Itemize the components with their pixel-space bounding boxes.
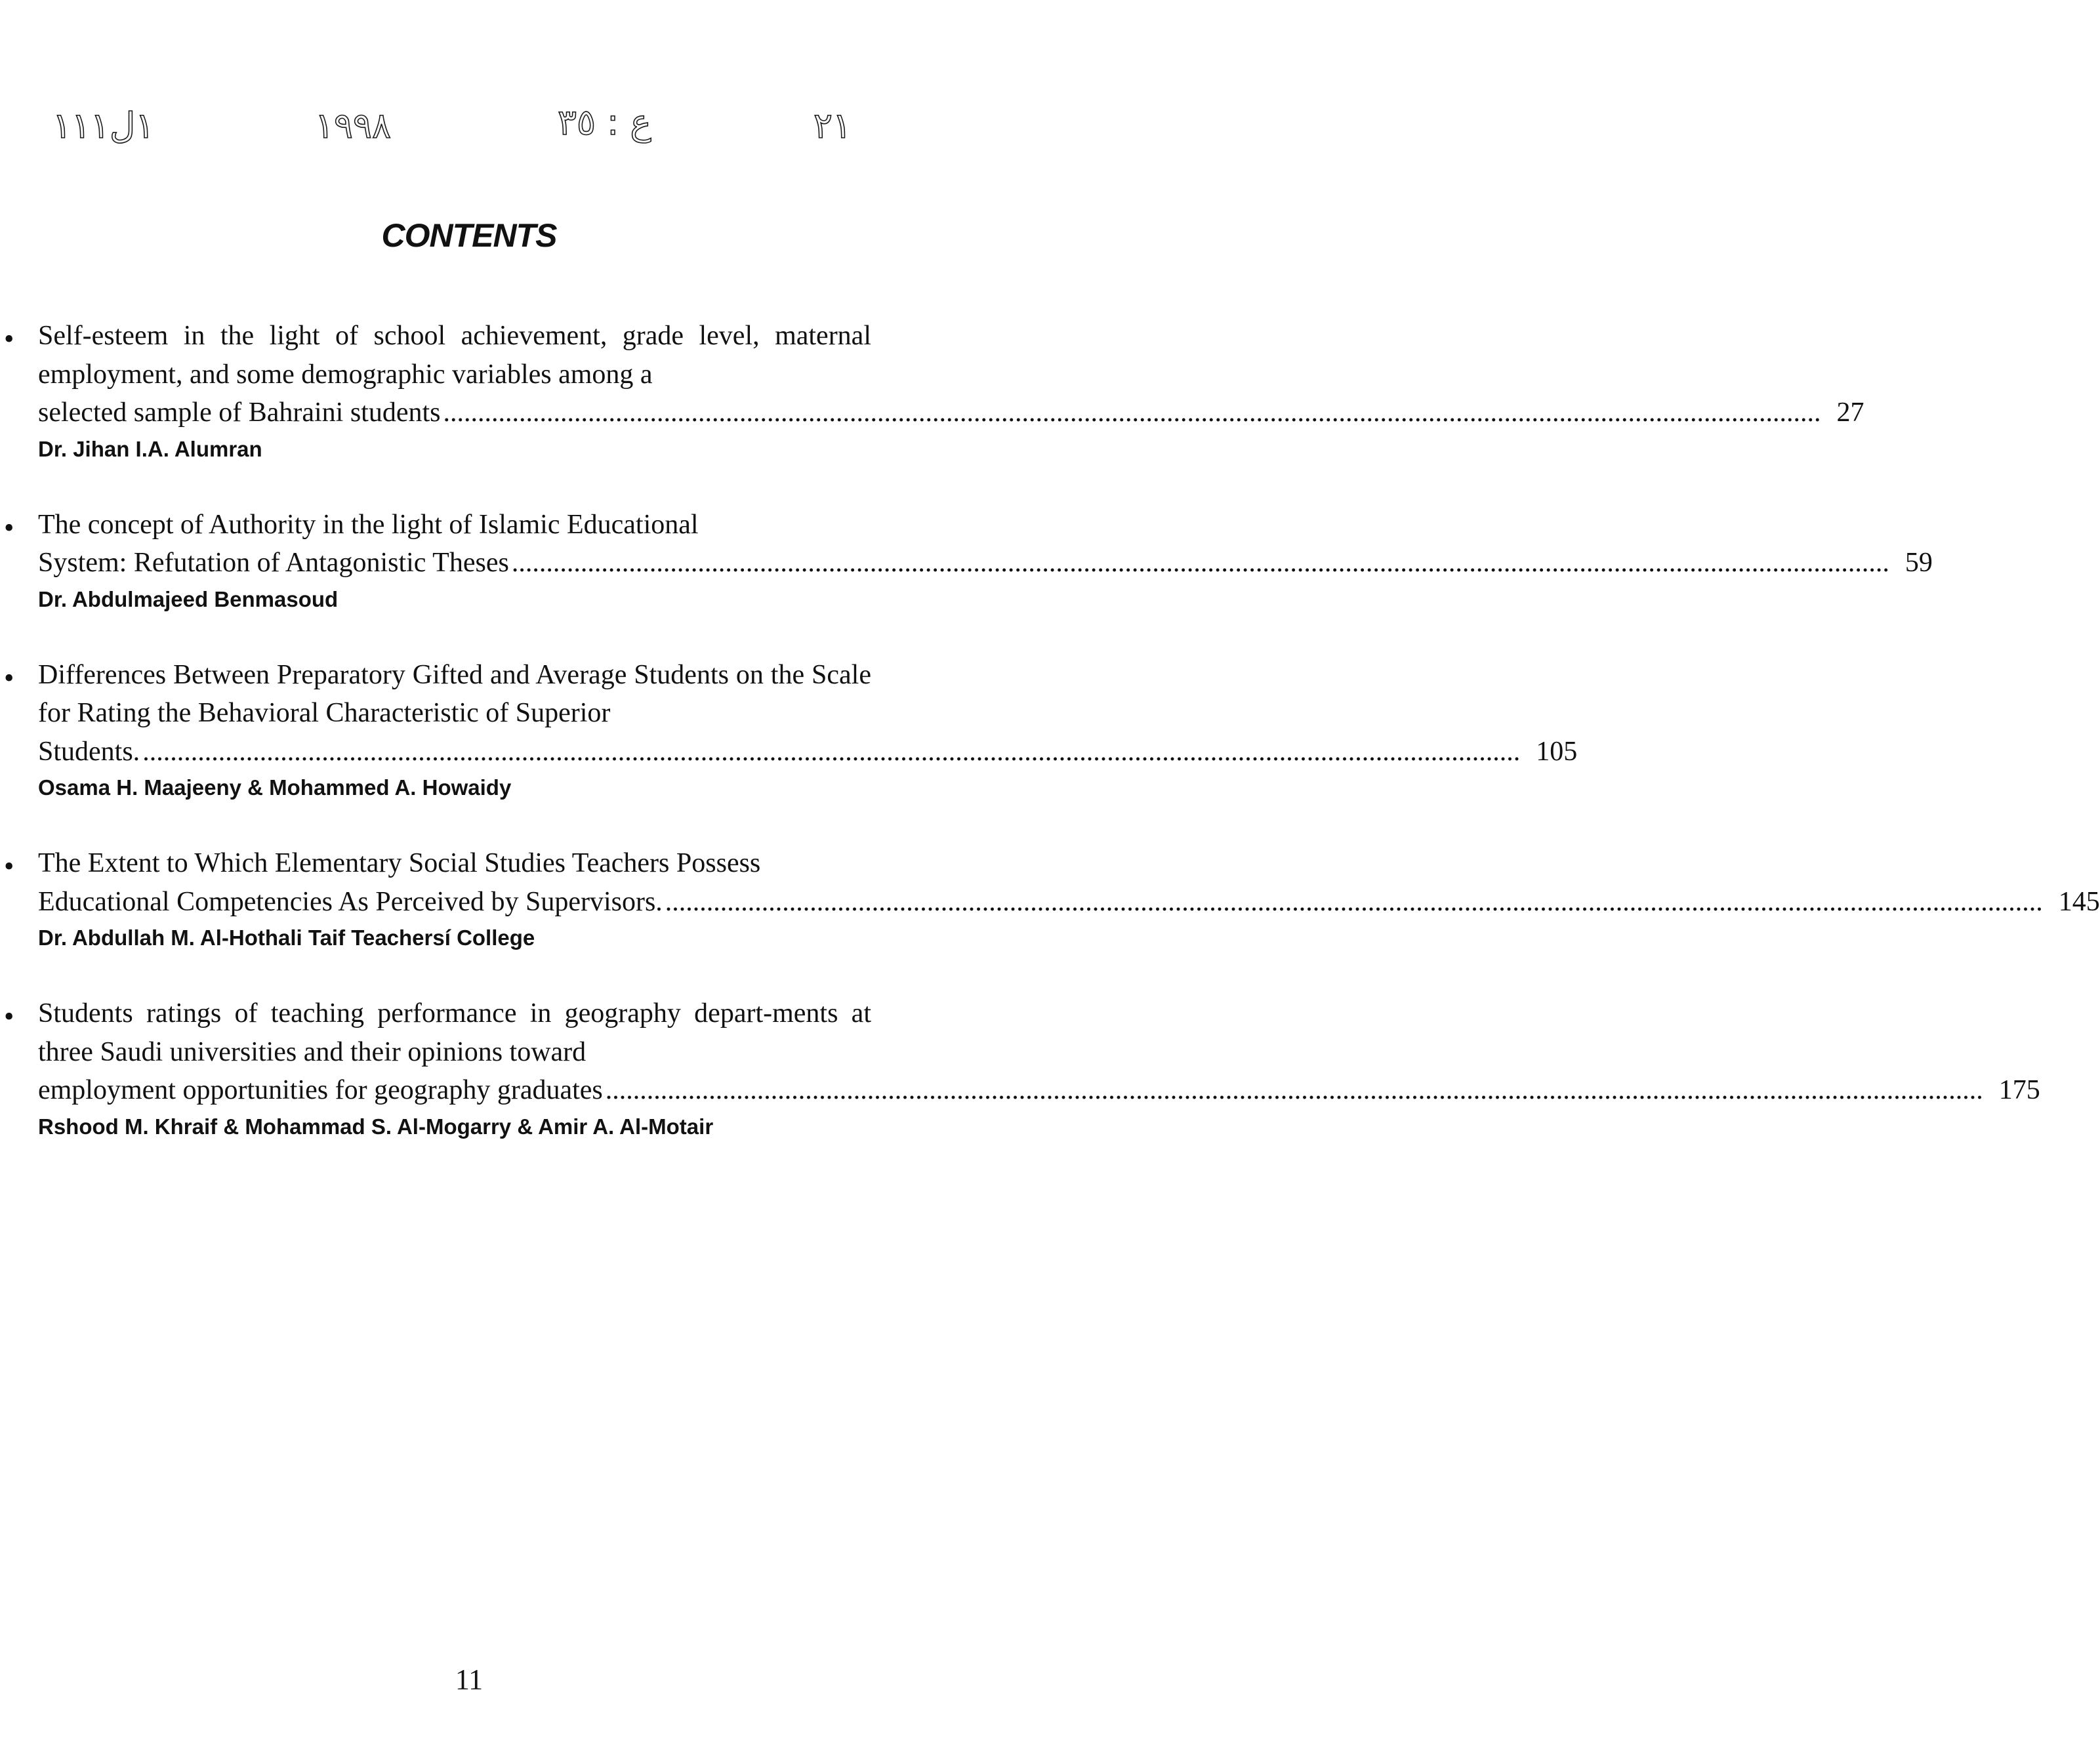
entry-leader-line: [38, 1071, 2040, 1110]
entry-title-last-line: System: Refutation of Antagonistic Theses: [38, 548, 509, 578]
entry-page: 59: [1904, 548, 1933, 578]
toc-entry: [0, 656, 1578, 805]
entry-title: Students ratings of teaching performance in geography depart-ments at three Saudi universities and their opinions toward: [38, 998, 871, 1067]
bullet-icon: •: [4, 511, 14, 544]
toc-entry: [0, 844, 2100, 955]
entry-title: Differences Between Preparatory Gifted and Average Students on the Scale for Rating the Behavioral Characteristic of Superior: [38, 659, 871, 728]
entry-title: The concept of Authority in the light of Islamic Educational: [38, 509, 699, 540]
entry-title-last-line: Educational Competencies As Perceived by Supervisors.: [38, 886, 663, 917]
dot-leader: ........................................................................................................................................................................................................: [665, 886, 2043, 917]
handwritten-annotation: [39, 85, 892, 164]
bullet-icon: •: [4, 323, 14, 355]
handwritten-note-3: ع : ٣٥: [558, 102, 651, 143]
dot-leader: ........................................................................................................................................................................................................: [511, 548, 1889, 578]
entry-author: Dr. Abdulmajeed Benmasoud: [38, 586, 339, 611]
entry-page: 105: [1536, 736, 1578, 767]
handwritten-note-4: ٢١: [813, 105, 852, 146]
entry-title-last-line: Students.: [38, 736, 140, 767]
entry-title: The Extent to Which Elementary Social Studies Teachers Possess: [38, 848, 761, 878]
page-number: 11: [455, 1663, 484, 1696]
handwritten-note-2: ١٩٩٨: [315, 105, 392, 146]
bullet-icon: •: [4, 661, 14, 694]
entry-leader-line: [38, 883, 2100, 922]
entry-leader-line: [38, 733, 1578, 771]
contents-list: [0, 317, 2100, 1183]
dot-leader: ........................................................................................................................................................................................................: [443, 397, 1821, 428]
entry-author: Osama H. Maajeeny & Mohammed A. Howaidy: [38, 775, 512, 800]
toc-entry: [0, 506, 1933, 617]
toc-entry: [0, 994, 2040, 1144]
handwritten-note-1: ١ل١١١: [52, 105, 155, 146]
entry-title-last-line: selected sample of Bahraini students: [38, 397, 441, 428]
entry-page: 27: [1836, 397, 1864, 428]
toc-entry: [0, 317, 1864, 466]
entry-author: Dr. Abdullah M. Al-Hothali Taif Teachersí College: [38, 926, 535, 950]
entry-leader-line: [38, 394, 1864, 432]
bullet-icon: •: [4, 1000, 14, 1032]
entry-leader-line: [38, 544, 1933, 582]
bullet-icon: •: [4, 850, 14, 882]
page-title: CONTENTS: [381, 217, 557, 254]
entry-title: Self-esteem in the light of school achievement, grade level, maternal employment, and some demographic variables among a: [38, 321, 871, 390]
entry-page: 175: [1998, 1075, 2040, 1105]
dot-leader: ........................................................................................................................................................................................................: [605, 1075, 1983, 1105]
entry-author: Dr. Jihan I.A. Alumran: [38, 436, 262, 461]
entry-page: 145: [2058, 886, 2100, 917]
entry-title-last-line: employment opportunities for geography graduates: [38, 1075, 603, 1105]
entry-author: Rshood M. Khraif & Mohammad S. Al-Mogarry & Amir A. Al-Motair: [38, 1114, 714, 1139]
dot-leader: ........................................................................................................................................................................................................: [142, 736, 1521, 767]
